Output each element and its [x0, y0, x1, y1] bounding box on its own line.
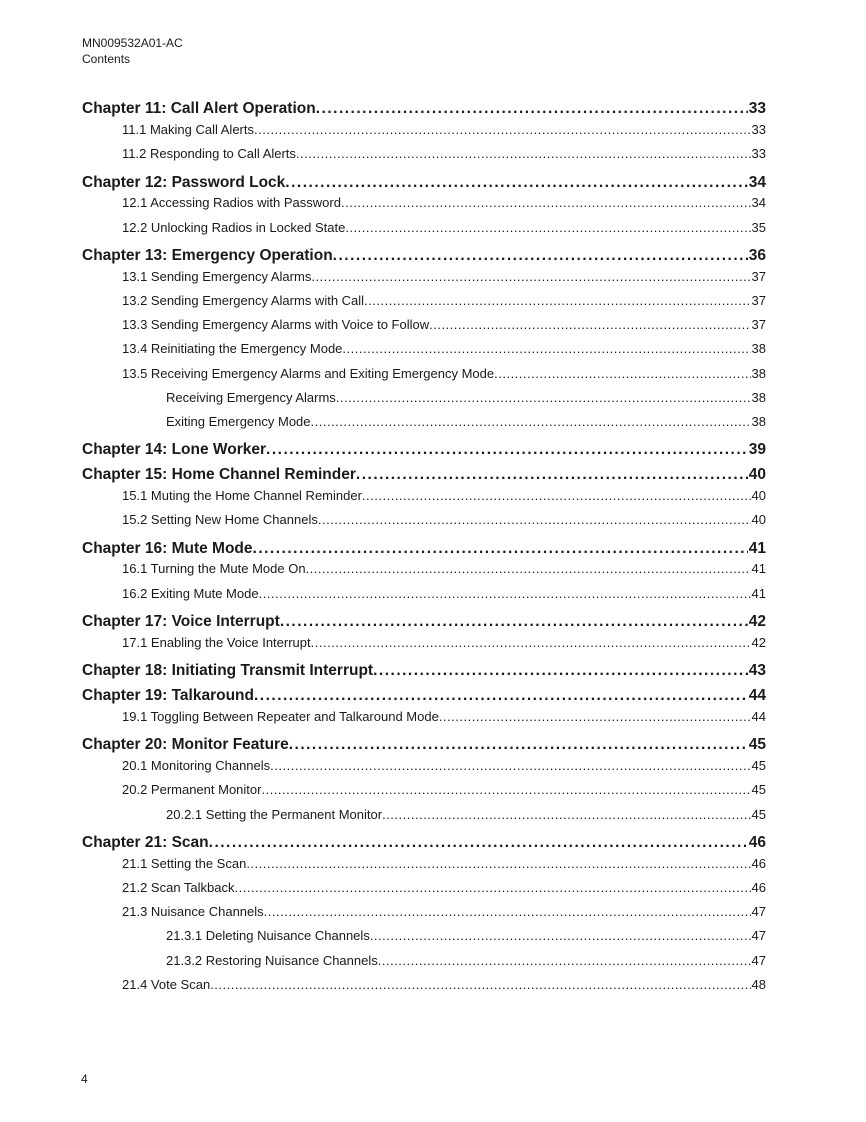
dot-leader: [370, 928, 751, 943]
toc-entry-page: 38: [751, 365, 766, 381]
dot-leader: [341, 195, 751, 210]
toc-entry-label: Chapter 11: Call Alert Operation: [82, 100, 316, 118]
toc-section-entry[interactable]: [82, 758, 766, 782]
toc-entry-label: 19.1 Toggling Between Repeater and Talkaround Mode: [122, 709, 439, 724]
toc-entry-page: 33: [751, 122, 766, 137]
toc-entry-page: 47: [751, 928, 766, 944]
toc-entry-page: 46: [748, 833, 766, 851]
toc-section-entry[interactable]: [82, 488, 766, 512]
toc-entry-label: Chapter 20: Monitor Feature: [82, 736, 289, 754]
toc-entry-page: 45: [751, 806, 766, 822]
toc-entry-label: Chapter 16: Mute Mode: [82, 539, 253, 557]
toc-section-entry[interactable]: [82, 269, 766, 293]
toc-entry-label: Chapter 13: Emergency Operation: [82, 246, 333, 264]
toc-entry-page: 45: [751, 782, 766, 798]
toc-entry-page: 38: [751, 413, 766, 429]
toc-entry-label: 21.3.1 Deleting Nuisance Channels: [166, 928, 370, 944]
toc-entry-page: 45: [751, 758, 766, 774]
footer-page-number: 4: [81, 1072, 88, 1086]
toc-entry-label: 11.1 Making Call Alerts: [122, 122, 254, 137]
toc-entry-label: 13.2 Sending Emergency Alarms with Call: [122, 292, 365, 308]
toc-entry-label: Receiving Emergency Alarms: [166, 389, 336, 405]
dot-leader: [362, 488, 751, 503]
toc-entry-label: 20.2 Permanent Monitor: [122, 782, 262, 798]
toc-section-entry[interactable]: [82, 904, 766, 928]
toc-section-entry[interactable]: [82, 317, 766, 341]
dot-leader: [210, 977, 750, 992]
toc-entry-label: Chapter 14: Lone Worker: [82, 441, 267, 459]
toc-entry-page: 40: [751, 488, 766, 504]
toc-entry-label: 16.2 Exiting Mute Mode: [122, 585, 259, 601]
dot-leader: [270, 758, 750, 773]
toc-section-entry[interactable]: [82, 635, 766, 659]
toc-entry-label: 11.2 Responding to Call Alerts: [122, 146, 296, 162]
toc-entry-page: 33: [748, 100, 766, 118]
toc-section-entry[interactable]: [82, 414, 766, 438]
toc-chapter-entry[interactable]: [82, 610, 766, 635]
dot-leader: [494, 366, 750, 381]
dot-leader: [439, 709, 751, 724]
page-footer: [81, 1072, 88, 1086]
toc-entry-page: 35: [751, 219, 766, 235]
dot-leader: [246, 856, 750, 871]
toc-entry-label: 21.3.2 Restoring Nuisance Channels: [166, 952, 378, 968]
toc-entry-label: 15.1 Muting the Home Channel Reminder: [122, 488, 362, 504]
toc-entry-page: 44: [751, 709, 766, 724]
toc-entry-page: 43: [748, 662, 766, 680]
toc-entry-label: 13.1 Sending Emergency Alarms: [122, 268, 312, 284]
toc-entry-label: 20.2.1 Setting the Permanent Monitor: [166, 806, 383, 822]
dot-leader: [259, 586, 751, 601]
toc-section-entry[interactable]: [82, 293, 766, 317]
toc-section-entry[interactable]: [82, 220, 766, 244]
toc-section-entry[interactable]: [82, 195, 766, 219]
toc-section-entry[interactable]: [82, 928, 766, 952]
toc-entry-page: 39: [748, 441, 766, 459]
dot-leader: [266, 441, 748, 459]
toc-entry-page: 41: [751, 585, 766, 601]
toc-entry-label: 20.1 Monitoring Channels: [122, 758, 271, 774]
toc-chapter-entry[interactable]: [82, 831, 766, 856]
toc-entry-page: 34: [748, 173, 766, 191]
dot-leader: [261, 782, 750, 797]
toc-entry-page: 41: [751, 561, 766, 577]
toc-section-entry[interactable]: [82, 782, 766, 806]
dot-leader: [364, 293, 750, 308]
table-of-contents: [82, 97, 766, 1001]
dot-leader: [318, 512, 751, 527]
toc-section-entry[interactable]: [82, 953, 766, 977]
toc-entry-page: 42: [748, 613, 766, 630]
dot-leader: [429, 317, 750, 332]
dot-leader: [345, 220, 750, 235]
dot-leader: [311, 635, 751, 650]
toc-section-entry[interactable]: [82, 586, 766, 610]
toc-entry-page: 47: [751, 952, 766, 968]
toc-entry-page: 47: [751, 904, 766, 920]
toc-entry-page: 44: [748, 687, 766, 705]
toc-chapter-entry[interactable]: [82, 97, 766, 122]
document-id: MN009532A01-AC: [82, 36, 183, 50]
page-header: [82, 35, 183, 67]
dot-leader: [342, 341, 750, 356]
toc-chapter-entry[interactable]: [82, 463, 766, 488]
toc-section-entry[interactable]: [82, 146, 766, 170]
toc-chapter-entry[interactable]: [82, 684, 766, 709]
toc-entry-label: Chapter 19: Talkaround: [82, 687, 254, 705]
toc-chapter-entry[interactable]: [82, 170, 766, 195]
toc-chapter-entry[interactable]: [82, 536, 766, 561]
dot-leader: [254, 687, 748, 705]
toc-entry-page: 37: [751, 292, 766, 308]
toc-entry-label: 17.1 Enabling the Voice Interrupt: [122, 634, 311, 650]
dot-leader: [296, 146, 751, 161]
dot-leader: [285, 174, 747, 192]
dot-leader: [280, 613, 748, 631]
toc-chapter-entry[interactable]: [82, 438, 766, 463]
dot-leader: [382, 807, 750, 822]
dot-leader: [336, 390, 751, 405]
toc-section-entry[interactable]: [82, 341, 766, 365]
toc-entry-label: 21.3 Nuisance Channels: [122, 904, 264, 920]
toc-entry-label: 13.4 Reinitiating the Emergency Mode: [122, 341, 343, 357]
toc-chapter-entry[interactable]: [82, 659, 766, 684]
toc-entry-page: 40: [748, 466, 766, 484]
dot-leader: [311, 269, 750, 284]
toc-section-entry[interactable]: [82, 807, 766, 831]
toc-section-entry[interactable]: [82, 880, 766, 904]
toc-entry-label: Exiting Emergency Mode: [166, 413, 311, 429]
toc-entry-label: Chapter 12: Password Lock: [82, 173, 286, 191]
toc-section-entry[interactable]: [82, 977, 766, 1001]
toc-entry-label: 12.1 Accessing Radios with Password: [122, 195, 341, 211]
toc-entry-label: 21.1 Setting the Scan: [122, 855, 247, 871]
toc-entry-label: 13.5 Receiving Emergency Alarms and Exiting Emergency Mode: [122, 365, 495, 381]
toc-entry-page: 45: [748, 736, 766, 754]
dot-leader: [316, 100, 748, 118]
toc-entry-label: Chapter 17: Voice Interrupt: [82, 613, 280, 630]
dot-leader: [333, 247, 748, 265]
toc-entry-page: 48: [751, 976, 766, 992]
toc-entry-page: 40: [751, 512, 766, 528]
dot-leader: [289, 736, 748, 754]
toc-entry-label: 21.2 Scan Talkback: [122, 879, 235, 895]
toc-entry-label: Chapter 18: Initiating Transmit Interrupt: [82, 662, 374, 680]
header-contents-label: Contents: [82, 52, 131, 66]
toc-entry-page: 41: [748, 539, 766, 557]
toc-entry-page: 33: [751, 146, 766, 162]
dot-leader: [356, 466, 748, 484]
toc-chapter-entry[interactable]: [82, 733, 766, 758]
toc-section-entry[interactable]: [82, 709, 766, 733]
toc-entry-label: 15.2 Setting New Home Channels: [122, 512, 318, 528]
toc-entry-label: 13.3 Sending Emergency Alarms with Voice to Follow: [122, 317, 430, 333]
toc-entry-label: 16.1 Turning the Mute Mode On: [122, 561, 306, 577]
toc-entry-page: 37: [751, 268, 766, 284]
toc-section-entry[interactable]: [82, 561, 766, 585]
toc-entry-page: 46: [751, 855, 766, 871]
dot-leader: [209, 834, 748, 852]
toc-entry-page: 46: [751, 879, 766, 895]
toc-entry-page: 42: [751, 634, 766, 650]
toc-entry-page: 34: [751, 195, 766, 211]
toc-section-entry[interactable]: [82, 512, 766, 536]
toc-entry-page: 36: [748, 246, 766, 264]
toc-entry-label: 12.2 Unlocking Radios in Locked State: [122, 219, 346, 235]
toc-section-entry[interactable]: [82, 856, 766, 880]
toc-entry-page: 38: [751, 341, 766, 357]
toc-entry-label: Chapter 15: Home Channel Reminder: [82, 466, 356, 484]
toc-entry-label: Chapter 21: Scan: [82, 833, 209, 851]
dot-leader: [235, 880, 751, 895]
dot-leader: [253, 540, 748, 558]
toc-chapter-entry[interactable]: [82, 244, 766, 269]
toc-entry-label: 21.4 Vote Scan: [122, 976, 211, 992]
dot-leader: [254, 122, 751, 137]
toc-section-entry[interactable]: [82, 366, 766, 390]
toc-entry-page: 38: [751, 389, 766, 405]
dot-leader: [378, 953, 751, 968]
dot-leader: [311, 414, 751, 429]
dot-leader: [264, 904, 751, 919]
toc-section-entry[interactable]: [82, 122, 766, 146]
dot-leader: [373, 662, 748, 680]
toc-entry-page: 37: [751, 317, 766, 333]
dot-leader: [306, 561, 751, 576]
toc-section-entry[interactable]: [82, 390, 766, 414]
